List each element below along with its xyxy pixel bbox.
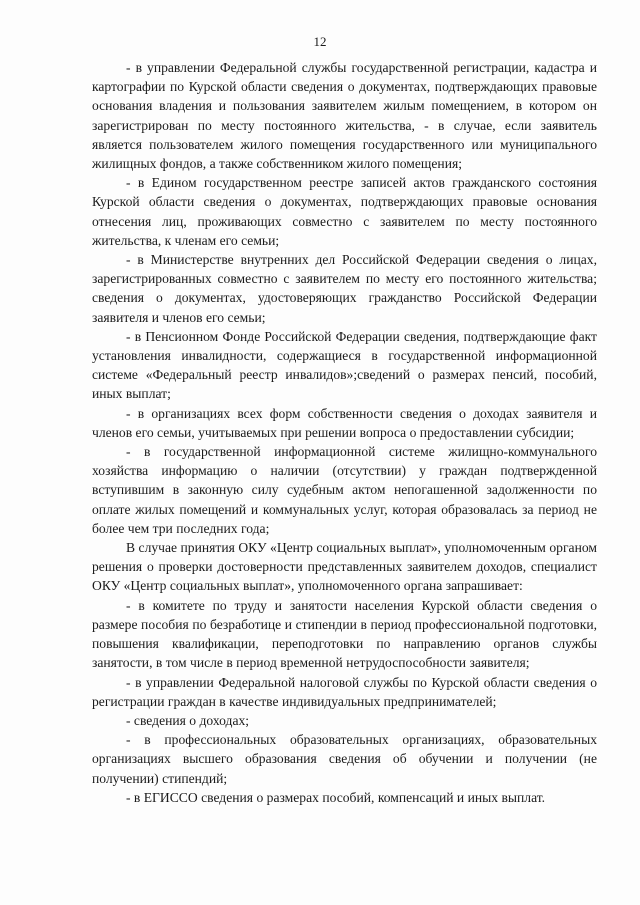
paragraph-labor-committee: - в комитете по труду и занятости населения Курской области сведения о размере пособия по безработице и стипендии в период профессиональной подготовки, повышения квалификации, переподготовки по направлению органов службы занятости, в том числе в период временной нетрудоспособности заявителя; — [92, 597, 597, 671]
paragraph-pension-fund: - в Пенсионном Фонде Российской Федерации сведения, подтверждающие факт установления инвалидности, содержащиеся в государственной информационной системе «Федеральный реестр инвалидов»;сведений о размерах пенсий, пособий, иных выплат; — [92, 328, 597, 402]
paragraph-income-info: - сведения о доходах; — [126, 712, 250, 728]
paragraph-zags-registry: - в Едином государственном реестре записей актов гражданского состояния Курской области сведения о документах, подтверждающих правовые основания отнесения лиц, проживающих совместно с заявителем по месту постоянного жительства, к членам его семьи; — [92, 175, 597, 248]
paragraph-gis-zhkh: - в государственной информационной системе жилищно-коммунального хозяйства информацию о наличии (отсутствии) у граждан подтвержденной вступившим в законную силу судебным актом непогашенной задолженности по оплате жилых помещений и коммунальных услуг, которая образовалась за период не более чем три последних года; — [92, 444, 597, 536]
paragraph-verification-case: В случае принятия ОКУ «Центр социальных выплат», уполномоченным органом решения о проверки достоверности представленных заявителем доходов, специалист ОКУ «Центр социальных выплат», уполномоченного органа запрашивает: — [92, 540, 597, 594]
paragraph-egisso: - в ЕГИССО сведения о размерах пособий, компенсаций и иных выплат. — [126, 789, 546, 805]
page-number: 12 — [313, 34, 327, 49]
paragraph-education-orgs: - в профессиональных образовательных организациях, образовательных организациях высшего образования сведения об обучении и получении (не получении) стипендий; — [92, 732, 597, 786]
paragraph-mvd: - в Министерстве внутренних дел Российской Федерации сведения о лицах, зарегистрированных совместно с заявителем по месту его постоянного жительства; сведения о документах, удостоверяющих гражданство Российской Федерации заявителя и членов его семьи; — [92, 252, 597, 325]
document-body — [92, 58, 597, 807]
paragraph-tax-service: - в управлении Федеральной налоговой службы по Курской области сведения о регистрации граждан в качестве индивидуальных предпринимателей; — [92, 674, 597, 709]
paragraph-organizations-income: - в организациях всех форм собственности сведения о доходах заявителя и членов его семьи, учитываемых при решении вопроса о предоставлении субсидии; — [92, 405, 597, 440]
paragraph-rosreestr: - в управлении Федеральной службы государственной регистрации, кадастра и картографии по Курской области сведения о документах, подтверждающих правовые основания владения и пользования заявителем жилым помещением, в котором он зарегистрирован по месту постоянного жительства, - в случае, если заявитель является пользователем жилого помещения государственного или муниципального жилищных фондов, а также собственником жилого помещения; — [92, 60, 597, 172]
